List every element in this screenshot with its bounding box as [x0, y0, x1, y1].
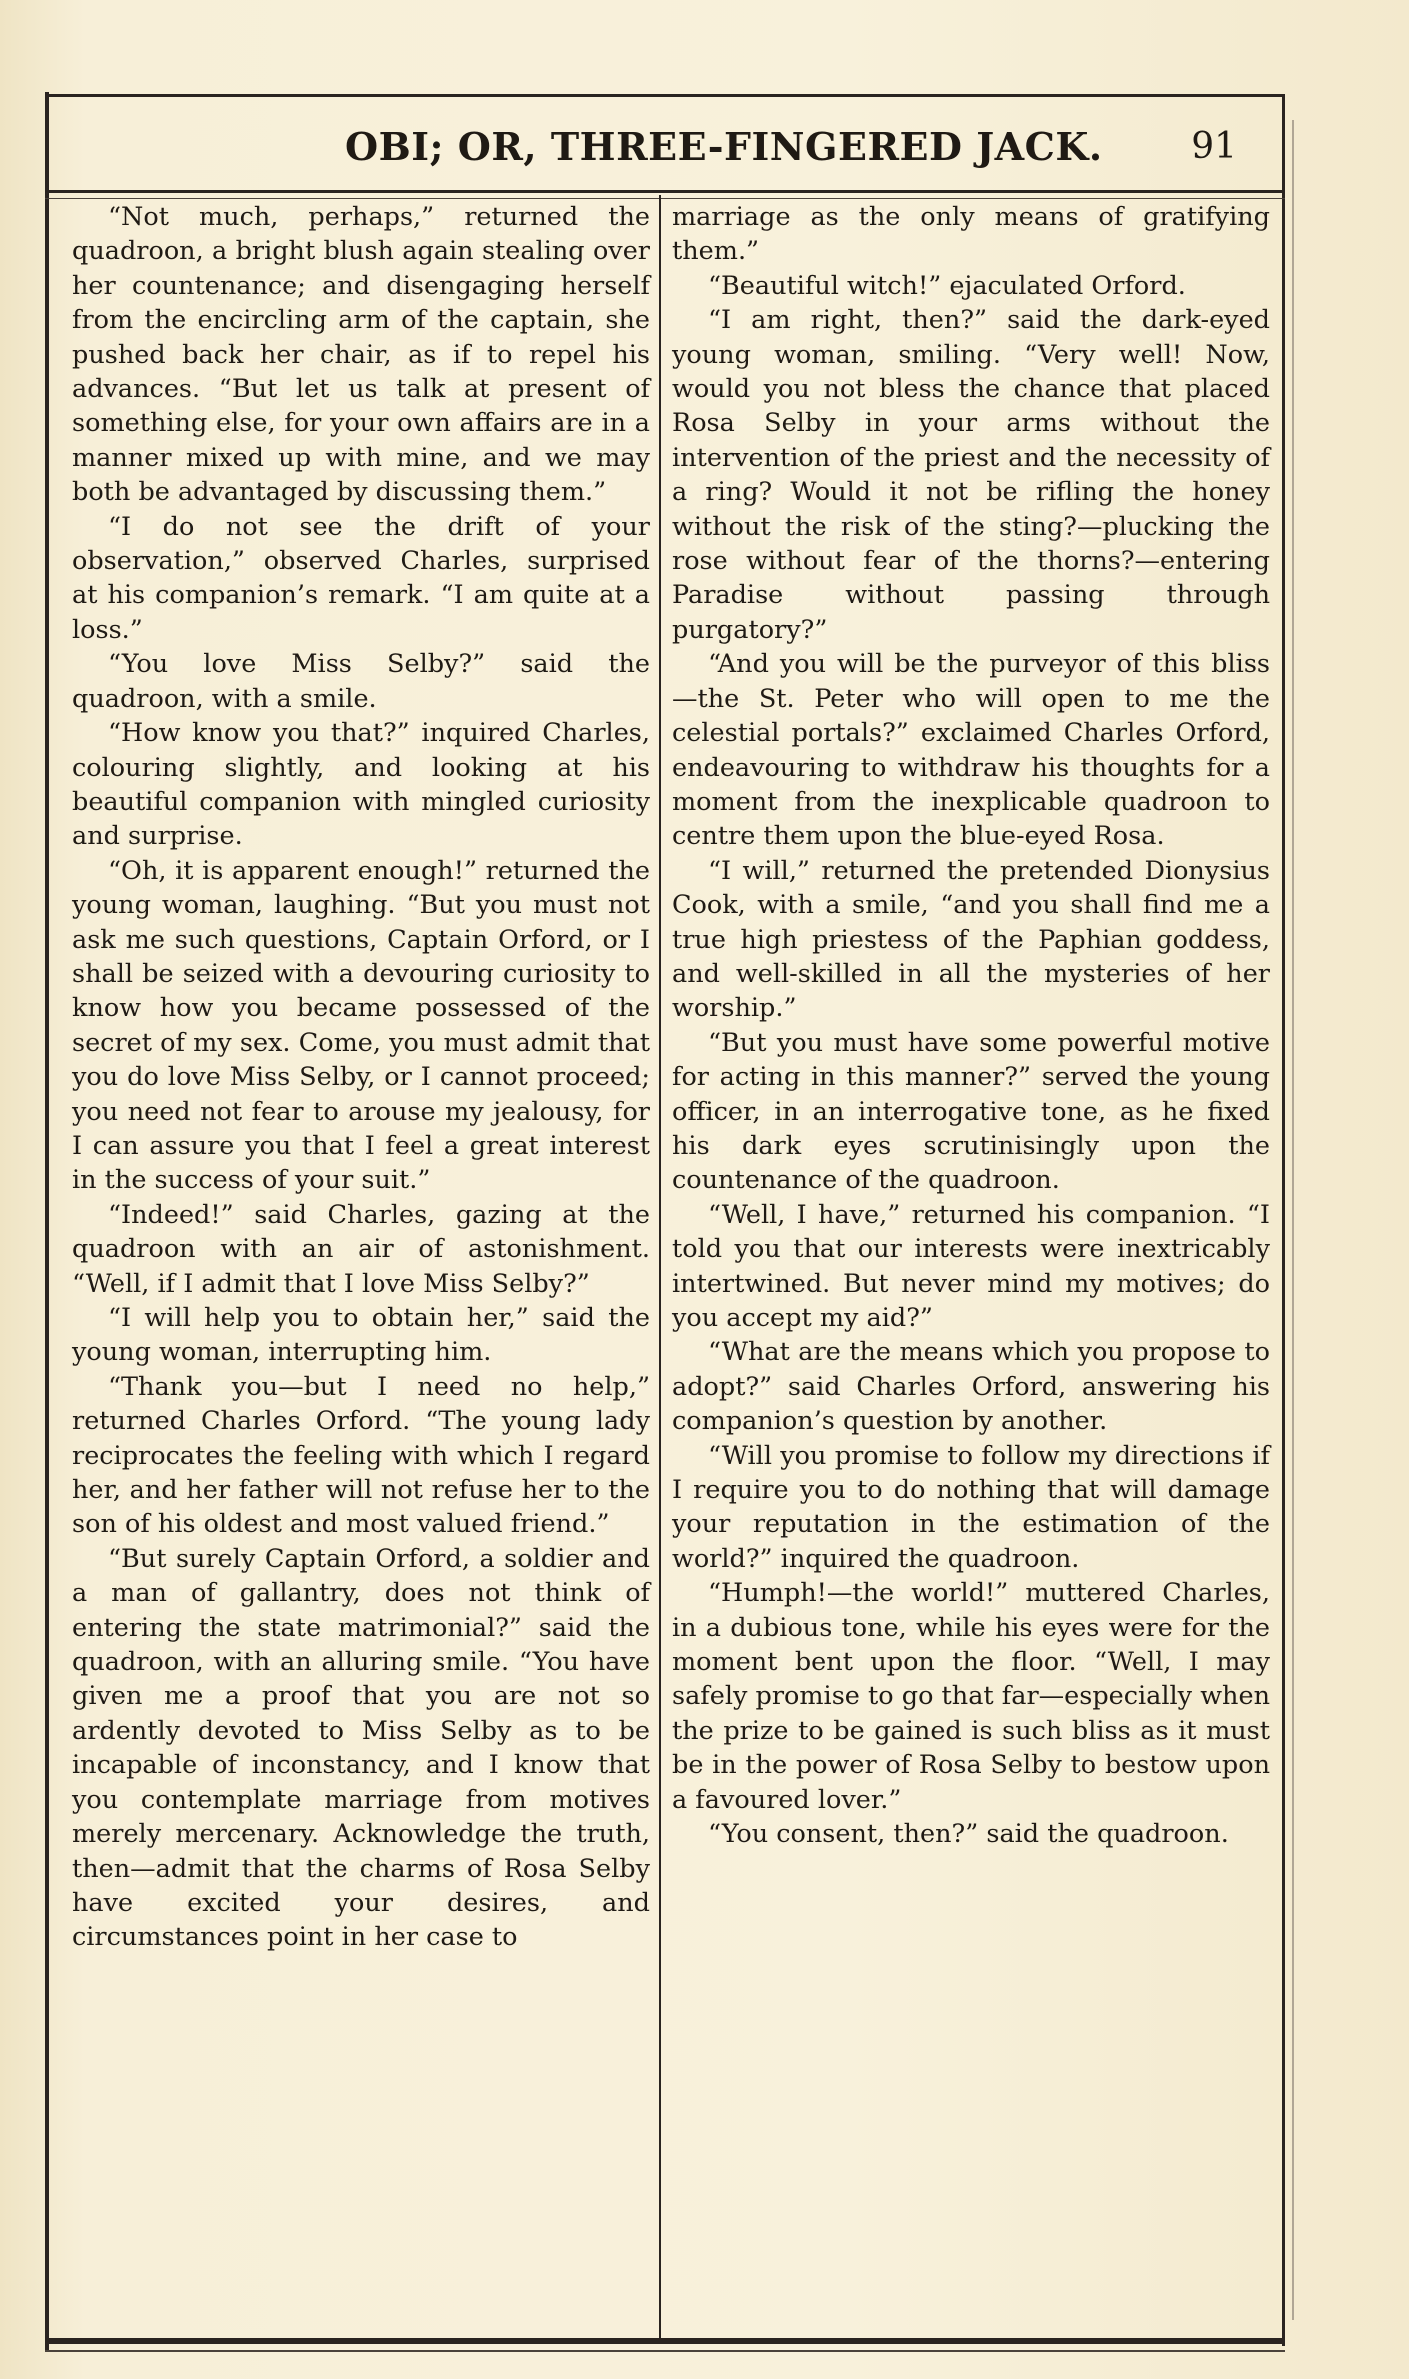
paragraph: “You consent, then?” said the quadroon.	[708, 1819, 1229, 1850]
paragraph: “Not much, perhaps,” returned the quadroon, a bright blush again stealing over her countenance; and disengaging herself from the encircling arm of the captain, she pushed back her chair, as if to repel his advances. “But let us talk at present of something else, for your own affairs are in a manner mixed up with mine, and we may both be advantaged by discussing them.”	[72, 202, 650, 508]
top-rule	[45, 94, 1285, 97]
running-title: OBI; OR, THREE-FINGERED JACK.	[345, 124, 1103, 169]
paragraph: “What are the means which you propose to adopt?” said Charles Orford, answering his companion’s question by another.	[672, 1337, 1270, 1437]
page-border-left	[45, 92, 49, 2352]
header-rule	[45, 190, 1285, 193]
running-header	[45, 118, 1285, 184]
paragraph: “How know you that?” inquired Charles, colouring slightly, and looking at his beautiful companion with mingled curiosity and surprise.	[72, 718, 650, 852]
page-number: 91	[1191, 126, 1237, 167]
paragraph: “But you must have some powerful motive for acting in this manner?” served the young officer, in an interrogative tone, as he fixed his dark eyes scrutinisingly upon the countenance of the quadroon.	[672, 1027, 1270, 1196]
left-column	[72, 200, 650, 1955]
paragraph: “I will help you to obtain her,” said the young woman, interrupting him.	[72, 1303, 650, 1368]
paragraph: “I am right, then?” said the dark-eyed young woman, smiling. “Very well! Now, would you not bless the chance that placed Rosa Selby in your arms without the intervention of the priest and the necessity of a ring? Would it not be rifling the honey without the risk of the sting?—plucking the rose without fear of the thorns?—entering Paradise without passing through purgatory?”	[672, 305, 1270, 645]
paragraph: “Indeed!” said Charles, gazing at the quadroon with an air of astonishment. “Well, if I admit that I love Miss Selby?”	[72, 1199, 650, 1299]
page-border-right	[1282, 96, 1285, 2346]
bottom-rule	[45, 2338, 1285, 2344]
paragraph: “Thank you—but I need no help,” returned Charles Orford. “The young lady reciprocates the feeling with which I regard her, and her father will not refuse her to the son of his oldest and most valued friend.”	[72, 1371, 650, 1540]
page-border-right-inner	[1292, 120, 1294, 2320]
paragraph: “Will you promise to follow my directions if I require you to do nothing that will damage your reputation in the estimation of the world?” inquired the quadroon.	[672, 1440, 1270, 1574]
paragraph: “And you will be the purveyor of this bliss—the St. Peter who will open to me the celestial portals?” exclaimed Charles Orford, endeavouring to withdraw his thoughts for a moment from the inexplicable quadroon to centre them upon the blue-eyed Rosa.	[672, 649, 1270, 852]
column-divider	[659, 195, 661, 2340]
paragraph: “You love Miss Selby?” said the quadroon, with a smile.	[72, 649, 650, 714]
paragraph: “I will,” returned the pretended Dionysius Cook, with a smile, “and you shall find me a true high priestess of the Paphian goddess, and well-skilled in all the mysteries of her worship.”	[672, 855, 1270, 1024]
header-rule-thin	[45, 198, 1285, 199]
paragraph: “Oh, it is apparent enough!” returned the young woman, laughing. “But you must not ask me such questions, Captain Orford, or I shall be seized with a devouring curiosity to know how you became possessed of the secret of my sex. Come, you must admit that you do love Miss Selby, or I cannot proceed; you need not fear to arouse my jealousy, for I can assure you that I feel a great interest in the success of your suit.”	[72, 855, 650, 1196]
bottom-rule-thin	[45, 2350, 1285, 2352]
paragraph: “But surely Captain Orford, a soldier and a man of gallantry, does not think of entering the state matrimonial?” said the quadroon, with an alluring smile. “You have given me a proof that you are not so ardently devoted to Miss Selby as to be incapable of inconstancy, and I know that you contemplate marriage from motives merely mercenary. Acknowledge the truth, then—admit that the charms of Rosa Selby have excited your desires, and circumstances point in her case to	[72, 1543, 650, 1953]
paragraph: marriage as the only means of gratifying them.”	[672, 202, 1270, 267]
paragraph: “Humph!—the world!” muttered Charles, in a dubious tone, while his eyes were for the moment bent upon the floor. “Well, I may safely promise to go that far—especially when the prize to be gained is such bliss as it must be in the power of Rosa Selby to bestow upon a favoured lover.”	[672, 1578, 1270, 1815]
paragraph: “Beautiful witch!” ejaculated Orford.	[708, 270, 1186, 301]
paragraph: “Well, I have,” returned his companion. “I told you that our interests were inextricably intertwined. But never mind my motives; do you accept my aid?”	[672, 1199, 1270, 1333]
right-column	[672, 200, 1270, 1852]
paragraph: “I do not see the drift of your observation,” observed Charles, surprised at his companion’s remark. “I am quite at a loss.”	[72, 511, 650, 645]
